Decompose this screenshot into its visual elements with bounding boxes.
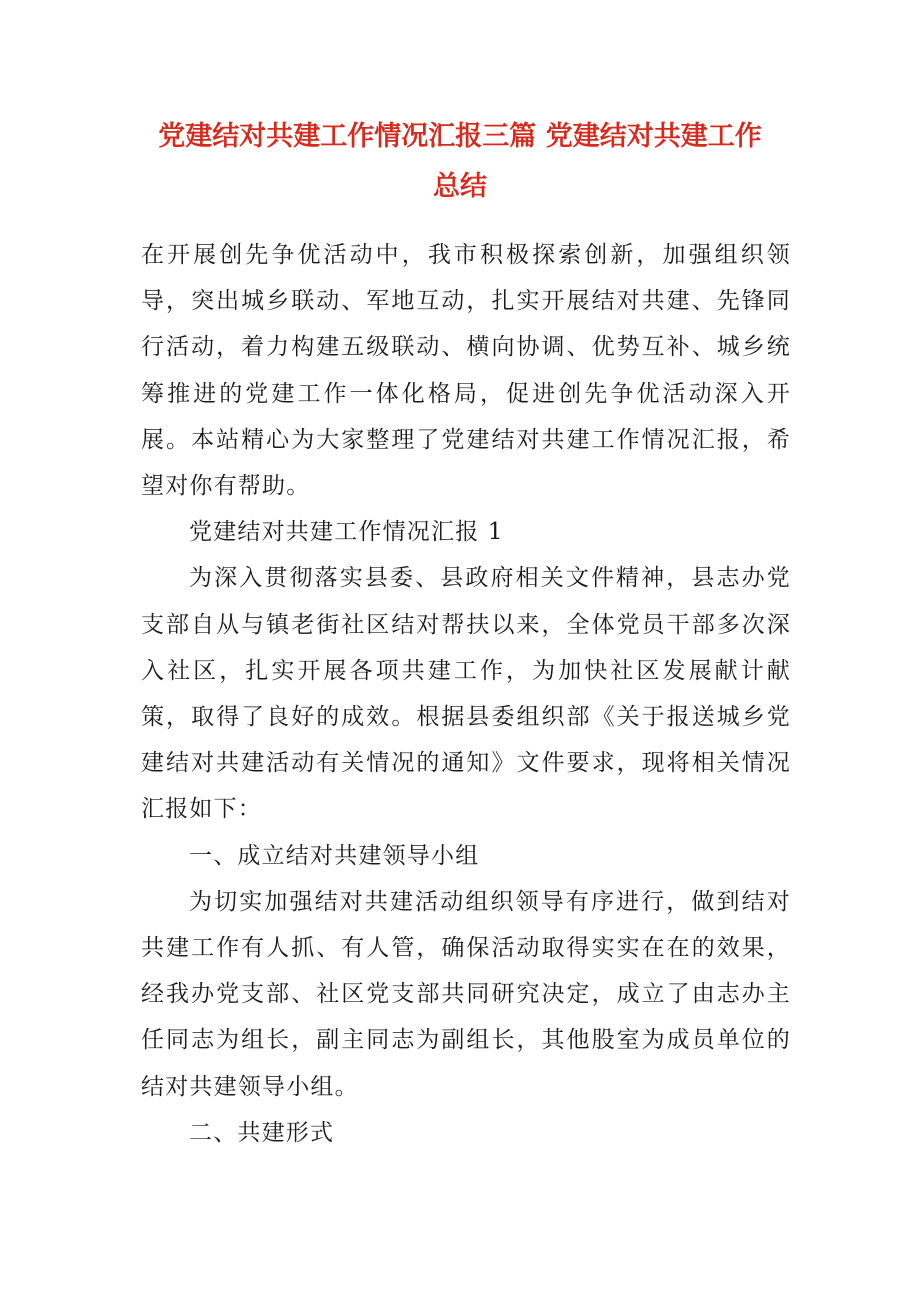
section-heading-report-1: 党建结对共建工作情况汇报 1 bbox=[189, 519, 504, 546]
intro-paragraph: 在开展创先争优活动中，我市积极探索创新，加强组织领导，突出城乡联动、军地互动，扎实开展结对共建、先锋同行活动，着力构建五级联动、横向协调、优势互补、城乡统筹推进的党建工作一体化格局，促进创先争优活动深入开展。本站精心为大家整理了党建结对共建工作情况汇报，希望对你有帮助。 bbox=[141, 242, 791, 500]
title-line-2: 总结 bbox=[433, 171, 487, 202]
document-body bbox=[141, 232, 791, 1156]
section-heading-1: 一、成立结对共建领导小组 bbox=[189, 842, 480, 869]
document-title bbox=[120, 112, 800, 212]
section-heading-2: 二、共建形式 bbox=[189, 1119, 335, 1146]
body-paragraph: 为深入贯彻落实县委、县政府相关文件精神，县志办党支部自从与镇老街社区结对帮扶以来，全体党员干部多次深入社区，扎实开展各项共建工作，为加快社区发展献计献策，取得了良好的成效。根据县委组织部《关于报送城乡党建结对共建活动有关情况的通知》文件要求，现将相关情况汇报如下： bbox=[141, 565, 791, 823]
title-line-1: 党建结对共建工作情况汇报三篇 党建结对共建工作 bbox=[158, 121, 762, 152]
body-paragraph: 为切实加强结对共建活动组织领导有序进行，做到结对共建工作有人抓、有人管，确保活动取得实实在在的效果，经我办党支部、社区党支部共同研究决定，成立了由志办主任同志为组长，副主同志为副组长，其他股室为成员单位的结对共建领导小组。 bbox=[141, 888, 791, 1100]
